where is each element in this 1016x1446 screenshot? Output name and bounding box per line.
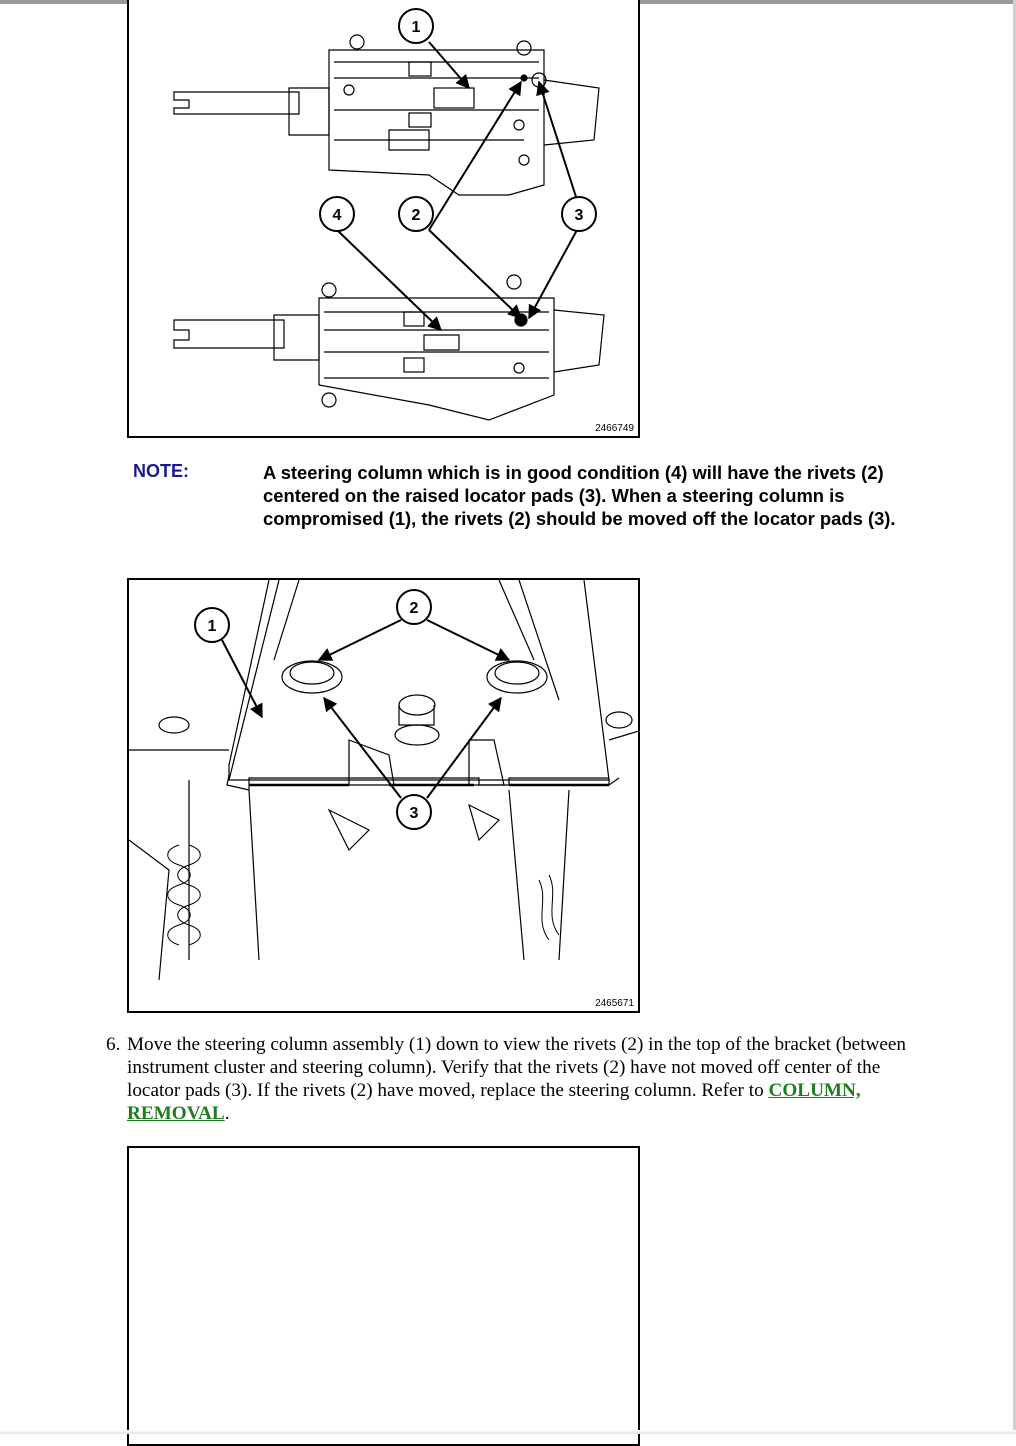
figure-bracket-rivets xyxy=(127,578,640,1013)
step-number: 6. xyxy=(106,1034,121,1055)
callout-circle-4 xyxy=(320,197,354,231)
callout-circle-3 xyxy=(562,197,596,231)
figure-id: 2466749 xyxy=(595,423,634,434)
callout-circle-2 xyxy=(397,590,431,624)
step-6 xyxy=(106,1033,918,1125)
svg-text:2: 2 xyxy=(409,600,419,617)
spring-drawing xyxy=(168,845,559,945)
callout-circle-2 xyxy=(399,197,433,231)
callout-arrows-fig2 xyxy=(222,620,509,798)
column-removal-link[interactable]: COLUMN, REMOVAL xyxy=(127,1080,861,1124)
callout-circle-3 xyxy=(397,795,431,829)
figure-id: 2465671 xyxy=(595,998,634,1009)
figure-blank xyxy=(127,1146,640,1446)
callout-circle-1 xyxy=(195,608,229,642)
svg-text:2: 2 xyxy=(411,207,421,224)
step-end-punct: . xyxy=(224,1103,230,1124)
svg-text:1: 1 xyxy=(411,19,421,36)
figure-steering-column-comparison xyxy=(127,0,640,438)
page-bottom-edge xyxy=(0,1430,1016,1434)
step-body xyxy=(106,1033,918,1125)
upper-column-drawing xyxy=(174,35,599,195)
steering-column-illustration xyxy=(129,0,640,438)
bracket-rivet-illustration xyxy=(129,580,640,1013)
step-text: Move the steering column assembly (1) down to view the rivets (2) in the top of the bracket (between instrument cluster and steering column). Verify that the rivets (2) have not moved off center of the locator pads (3). If the rivets (2) have moved, replace the steering column. Refer to xyxy=(127,1034,907,1101)
svg-text:3: 3 xyxy=(574,207,584,224)
svg-text:3: 3 xyxy=(409,805,419,822)
svg-text:1: 1 xyxy=(207,618,217,635)
svg-text:4: 4 xyxy=(332,207,342,224)
note-text: A steering column which is in good condition (4) will have the rivets (2) centered on the raised locator pads (3). When a steering column is compromised (1), the rivets (2) should be moved off the locator pads (3). xyxy=(263,462,896,529)
callout-circle-1 xyxy=(399,9,433,43)
note-label: NOTE: xyxy=(133,461,189,481)
